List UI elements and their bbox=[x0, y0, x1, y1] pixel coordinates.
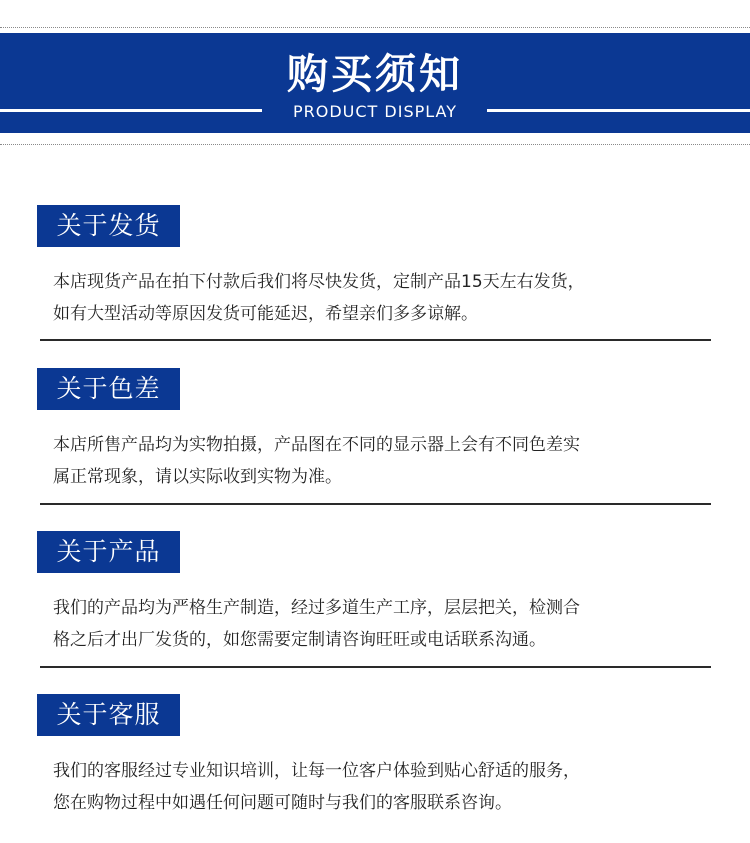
text-line: 格之后才出厂发货的，如您需要定制请咨询旺旺或电话联系沟通。 bbox=[53, 630, 546, 650]
section-title-color-difference: 关于色差 bbox=[37, 368, 180, 410]
section-text-customer-service bbox=[53, 755, 733, 819]
text-line: 您在购物过程中如遇任何问题可随时与我们的客服联系咨询。 bbox=[53, 793, 512, 813]
text-line: 如有大型活动等原因发货可能延迟，希望亲们多多谅解。 bbox=[53, 304, 478, 324]
section-text-shipping bbox=[53, 266, 733, 330]
text-line: 属正常现象，请以实际收到实物为准。 bbox=[53, 467, 342, 487]
section-title-product: 关于产品 bbox=[37, 531, 180, 573]
bottom-dotted-divider bbox=[0, 144, 750, 145]
section-divider bbox=[40, 503, 711, 505]
text-line: 本店现货产品在拍下付款后我们将尽快发货，定制产品15天左右发货， bbox=[53, 272, 585, 292]
section-text-color-difference bbox=[53, 429, 733, 493]
text-line: 本店所售产品均为实物拍摄，产品图在不同的显示器上会有不同色差实 bbox=[53, 435, 580, 455]
section-divider bbox=[40, 339, 711, 341]
section-text-product bbox=[53, 592, 733, 656]
text-line: 我们的产品均为严格生产制造，经过多道生产工序，层层把关，检测合 bbox=[53, 598, 580, 618]
section-divider bbox=[40, 666, 711, 668]
section-title-shipping: 关于发货 bbox=[37, 205, 180, 247]
text-line: 我们的客服经过专业知识培训，让每一位客户体验到贴心舒适的服务， bbox=[53, 761, 580, 781]
section-title-customer-service: 关于客服 bbox=[37, 694, 180, 736]
page-title: 购买须知 bbox=[287, 50, 463, 98]
page-subtitle: PRODUCT DISPLAY bbox=[292, 102, 458, 121]
top-dotted-divider bbox=[0, 27, 750, 28]
